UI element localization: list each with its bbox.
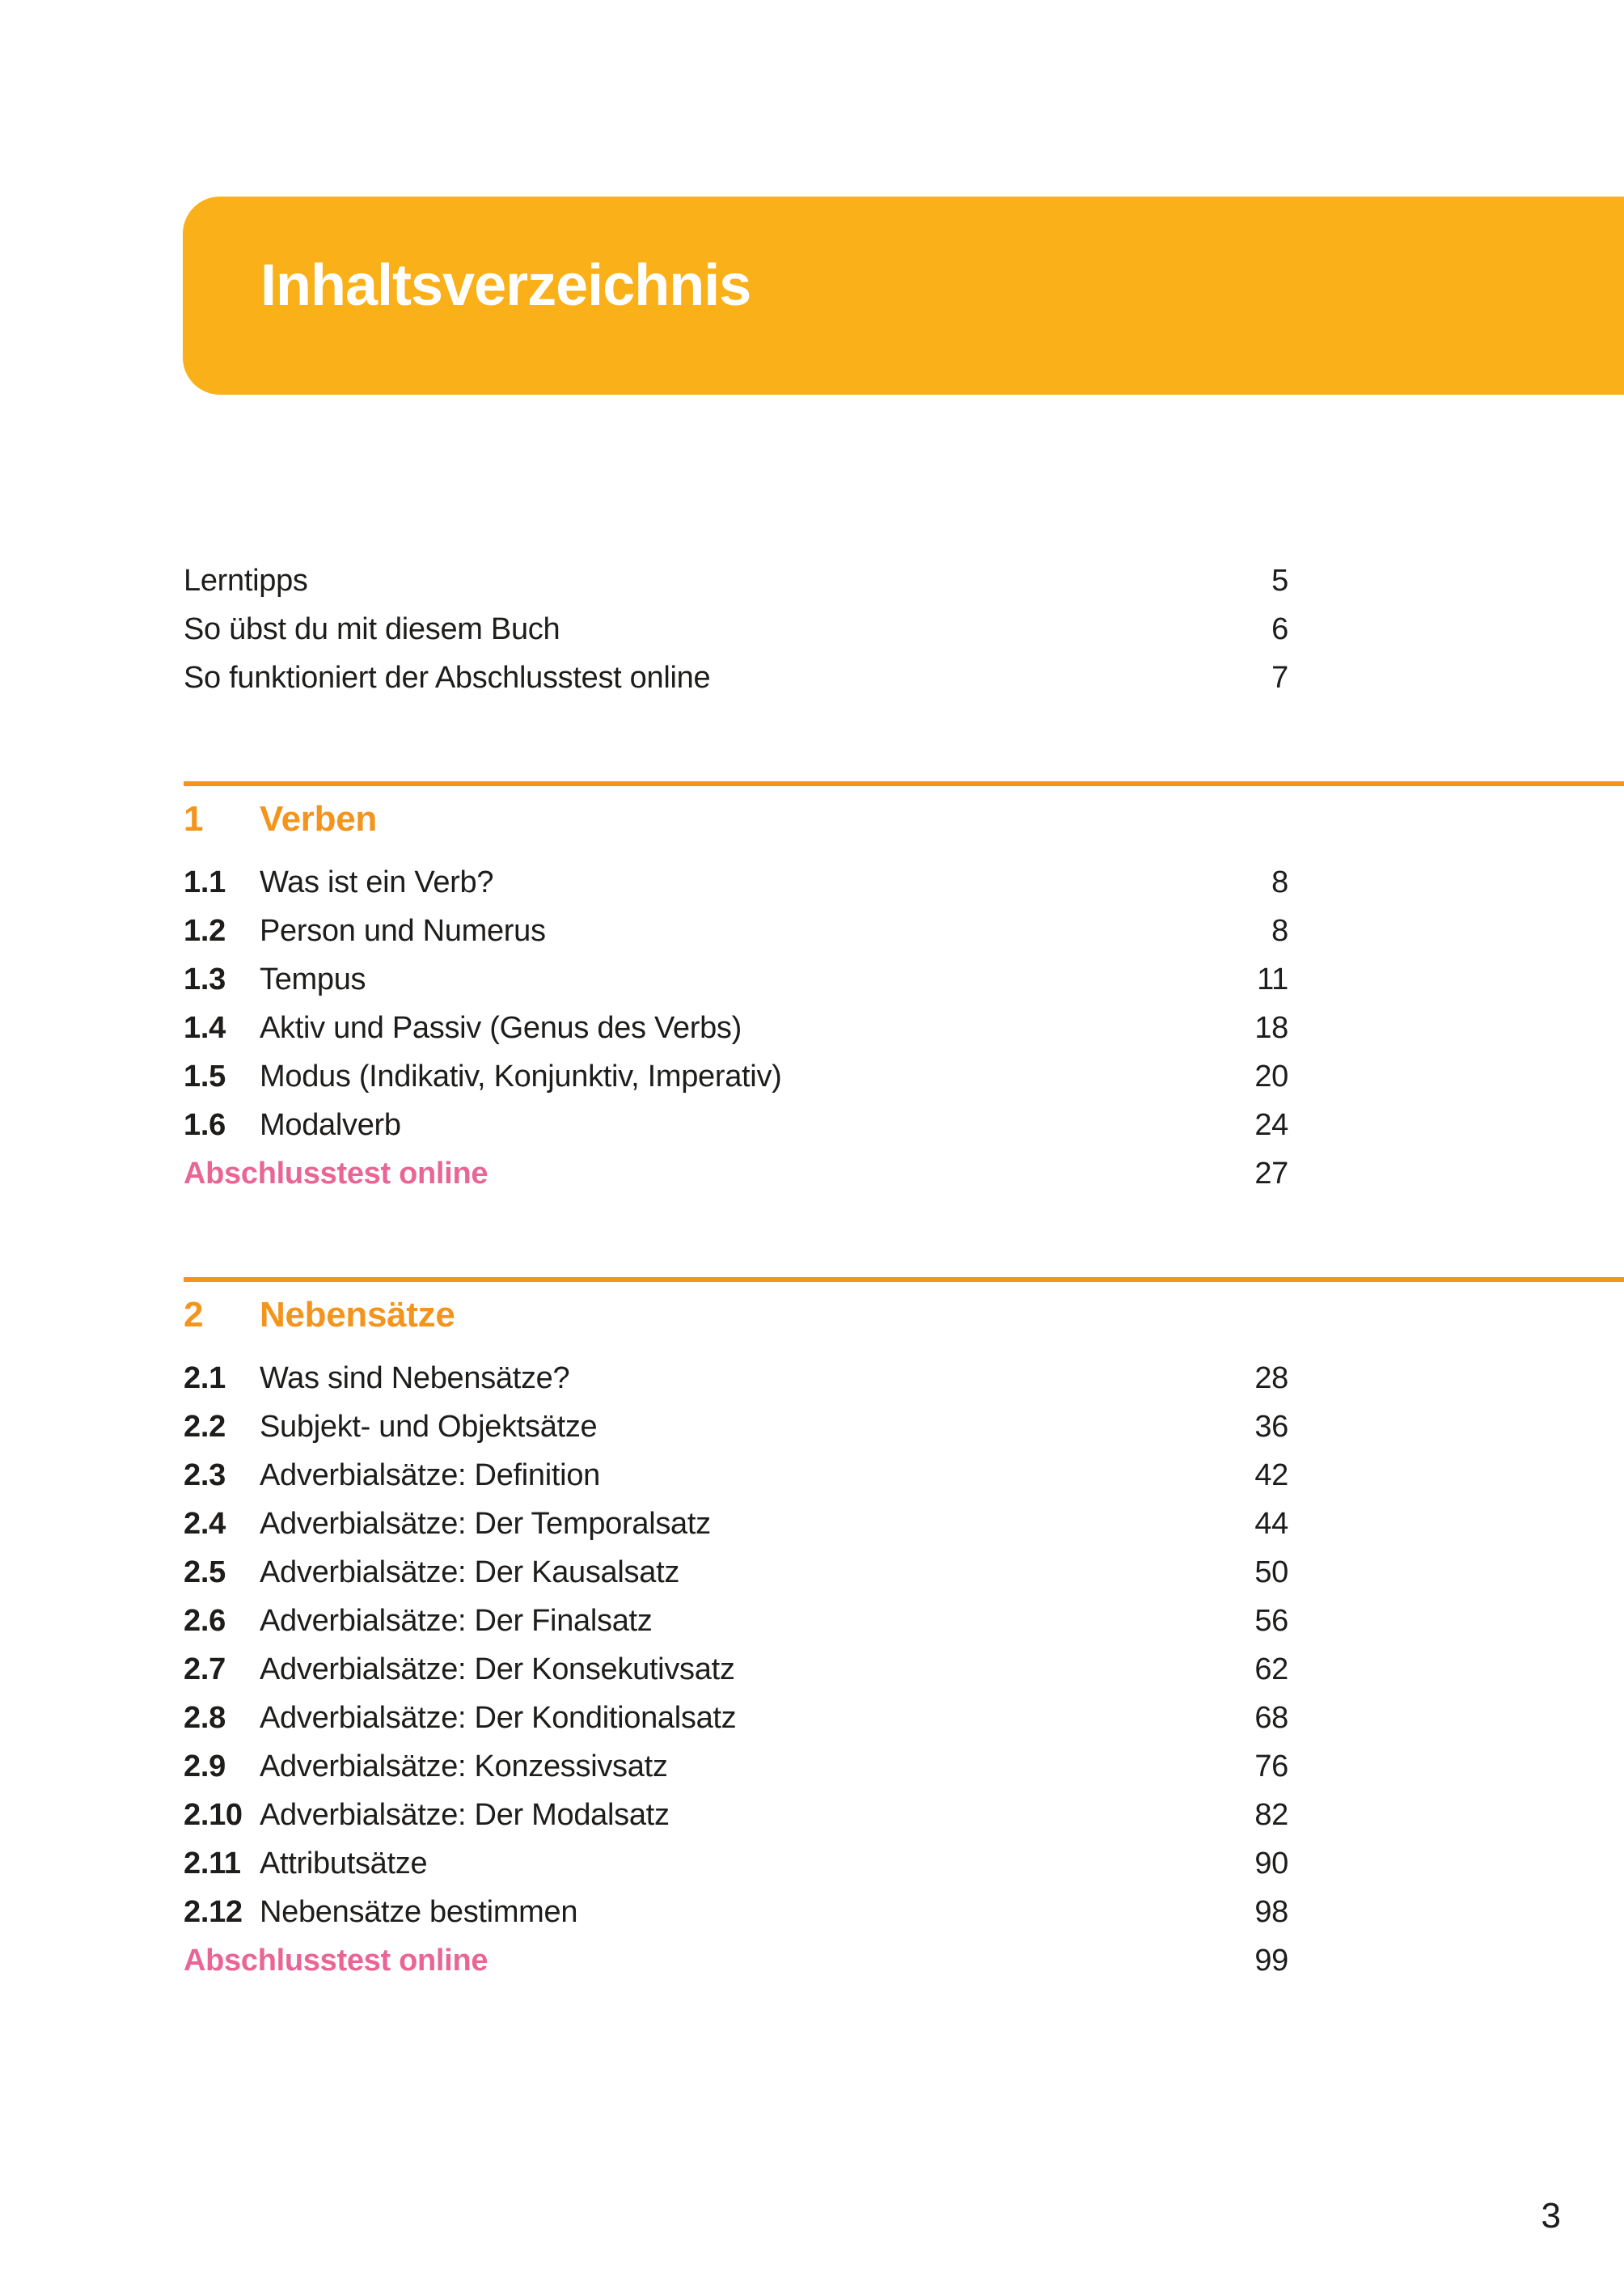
toc-entry bbox=[184, 1101, 1288, 1149]
toc-entry-label: Attributsätze bbox=[260, 1847, 428, 1881]
toc-entry-page: 82 bbox=[1254, 1798, 1288, 1832]
toc-entry-label: Person und Numerus bbox=[260, 914, 546, 948]
toc-entry-number: 2.5 bbox=[184, 1555, 226, 1589]
toc-entry-label: Subjekt- und Objektsätze bbox=[260, 1410, 598, 1444]
toc-entry-page: 5 bbox=[1271, 564, 1288, 598]
final-test-label: Abschlusstest online bbox=[184, 1944, 488, 1978]
toc-entry-number: 2.10 bbox=[184, 1798, 243, 1832]
chapter-section-1 bbox=[184, 781, 1288, 1198]
toc-entry-number: 1.4 bbox=[184, 1011, 226, 1045]
chapter-title: Nebensätze bbox=[260, 1295, 455, 1335]
toc-entry-page: 62 bbox=[1254, 1652, 1288, 1686]
front-matter-section bbox=[184, 556, 1288, 702]
toc-entry bbox=[184, 1694, 1288, 1742]
toc-entry-label: Lerntipps bbox=[184, 564, 308, 598]
toc-entry-label: Tempus bbox=[260, 962, 366, 996]
toc-entry-number: 1.1 bbox=[184, 865, 226, 899]
toc-entry bbox=[184, 1402, 1288, 1451]
toc-entry-page: 24 bbox=[1254, 1108, 1288, 1142]
toc-entry-page: 44 bbox=[1254, 1507, 1288, 1541]
toc-entry-number: 2.3 bbox=[184, 1458, 226, 1492]
chapter-items bbox=[184, 1354, 1288, 1985]
toc-entry-number: 2.2 bbox=[184, 1410, 226, 1444]
toc-entry bbox=[184, 1888, 1288, 1936]
toc-entry-page: 68 bbox=[1254, 1701, 1288, 1735]
toc-entry-page: 42 bbox=[1254, 1458, 1288, 1492]
toc-entry-label: Adverbialsätze: Der Kausalsatz bbox=[260, 1555, 680, 1589]
toc-entry-page: 28 bbox=[1254, 1361, 1288, 1395]
toc-entry-page: 99 bbox=[1254, 1944, 1288, 1978]
chapter-section-2 bbox=[184, 1277, 1288, 1985]
chapter-title: Verben bbox=[260, 799, 377, 839]
toc-entry bbox=[184, 1742, 1288, 1791]
toc-entry-label: Adverbialsätze: Der Temporalsatz bbox=[260, 1507, 711, 1541]
chapter-number: 2 bbox=[184, 1295, 204, 1335]
toc-entry-label: Adverbialsätze: Der Konditionalsatz bbox=[260, 1701, 737, 1735]
toc-entry-page: 56 bbox=[1254, 1604, 1288, 1638]
toc-entry-number: 2.8 bbox=[184, 1701, 226, 1735]
section-divider bbox=[184, 1277, 1624, 1282]
toc-entry bbox=[184, 1004, 1288, 1052]
toc-entry-label: Nebensätze bestimmen bbox=[260, 1895, 578, 1929]
toc-entry-number: 2.12 bbox=[184, 1895, 243, 1929]
toc-entry-label: Adverbialsätze: Definition bbox=[260, 1458, 600, 1492]
toc-entry-label: Was ist ein Verb? bbox=[260, 865, 494, 899]
chapter-heading bbox=[184, 1291, 1288, 1339]
toc-entry-number: 1.3 bbox=[184, 962, 226, 996]
toc-entry-label: Adverbialsätze: Der Modalsatz bbox=[260, 1798, 670, 1832]
toc-entry-page: 36 bbox=[1254, 1410, 1288, 1444]
page-header-banner bbox=[183, 197, 1624, 395]
toc-list bbox=[184, 556, 1288, 1985]
chapter-heading bbox=[184, 795, 1288, 844]
toc-entry-page: 76 bbox=[1254, 1749, 1288, 1783]
toc-entry-number: 2.6 bbox=[184, 1604, 226, 1638]
toc-entry-page: 98 bbox=[1254, 1895, 1288, 1929]
toc-entry bbox=[184, 907, 1288, 955]
toc-entry-page: 50 bbox=[1254, 1555, 1288, 1589]
toc-entry-label: Adverbialsätze: Der Finalsatz bbox=[260, 1604, 653, 1638]
toc-entry-number: 2.1 bbox=[184, 1361, 226, 1395]
toc-entry bbox=[184, 605, 1288, 654]
toc-entry-page: 8 bbox=[1271, 914, 1288, 948]
toc-entry bbox=[184, 858, 1288, 907]
toc-entry-page: 20 bbox=[1254, 1060, 1288, 1094]
toc-entry-number: 2.11 bbox=[184, 1847, 241, 1881]
toc-entry bbox=[184, 1354, 1288, 1402]
toc-entry-label: So übst du mit diesem Buch bbox=[184, 612, 560, 646]
toc-entry-number: 1.6 bbox=[184, 1108, 226, 1142]
toc-entry bbox=[184, 1839, 1288, 1888]
chapter-number: 1 bbox=[184, 799, 204, 839]
toc-entry bbox=[184, 1052, 1288, 1101]
toc-entry-page: 11 bbox=[1257, 962, 1288, 996]
toc-entry bbox=[184, 654, 1288, 702]
toc-entry bbox=[184, 1645, 1288, 1694]
toc-entry-number: 2.9 bbox=[184, 1749, 226, 1783]
toc-entry-page: 90 bbox=[1254, 1847, 1288, 1881]
final-test-entry bbox=[184, 1149, 1288, 1198]
toc-entry-page: 18 bbox=[1254, 1011, 1288, 1045]
toc-entry bbox=[184, 556, 1288, 605]
toc-entry bbox=[184, 1597, 1288, 1645]
final-test-label: Abschlusstest online bbox=[184, 1157, 488, 1191]
toc-entry-page: 6 bbox=[1271, 612, 1288, 646]
toc-entry bbox=[184, 1451, 1288, 1500]
page-number-folio: 3 bbox=[1541, 2196, 1561, 2236]
toc-entry-label: Adverbialsätze: Konzessivsatz bbox=[260, 1749, 668, 1783]
toc-entry-label: Adverbialsätze: Der Konsekutivsatz bbox=[260, 1652, 735, 1686]
toc-entry bbox=[184, 1548, 1288, 1597]
toc-entry-number: 1.2 bbox=[184, 914, 226, 948]
toc-entry-label: So funktioniert der Abschlusstest online bbox=[184, 661, 711, 695]
final-test-entry bbox=[184, 1936, 1288, 1985]
toc-entry-page: 7 bbox=[1271, 661, 1288, 695]
chapter-items bbox=[184, 858, 1288, 1198]
toc-entry-label: Modalverb bbox=[260, 1108, 401, 1142]
toc-entry-page: 27 bbox=[1254, 1157, 1288, 1191]
toc-entry bbox=[184, 955, 1288, 1004]
toc-entry-label: Modus (Indikativ, Konjunktiv, Imperativ) bbox=[260, 1060, 782, 1094]
toc-entry-label: Aktiv und Passiv (Genus des Verbs) bbox=[260, 1011, 742, 1045]
toc-entry-label: Was sind Nebensätze? bbox=[260, 1361, 570, 1395]
toc-entry-number: 1.5 bbox=[184, 1060, 226, 1094]
toc-entry bbox=[184, 1791, 1288, 1839]
section-divider bbox=[184, 781, 1624, 786]
toc-entry-number: 2.7 bbox=[184, 1652, 226, 1686]
toc-entry bbox=[184, 1500, 1288, 1548]
toc-entry-number: 2.4 bbox=[184, 1507, 226, 1541]
toc-entry-page: 8 bbox=[1271, 865, 1288, 899]
page-title: Inhaltsverzeichnis bbox=[260, 252, 751, 318]
